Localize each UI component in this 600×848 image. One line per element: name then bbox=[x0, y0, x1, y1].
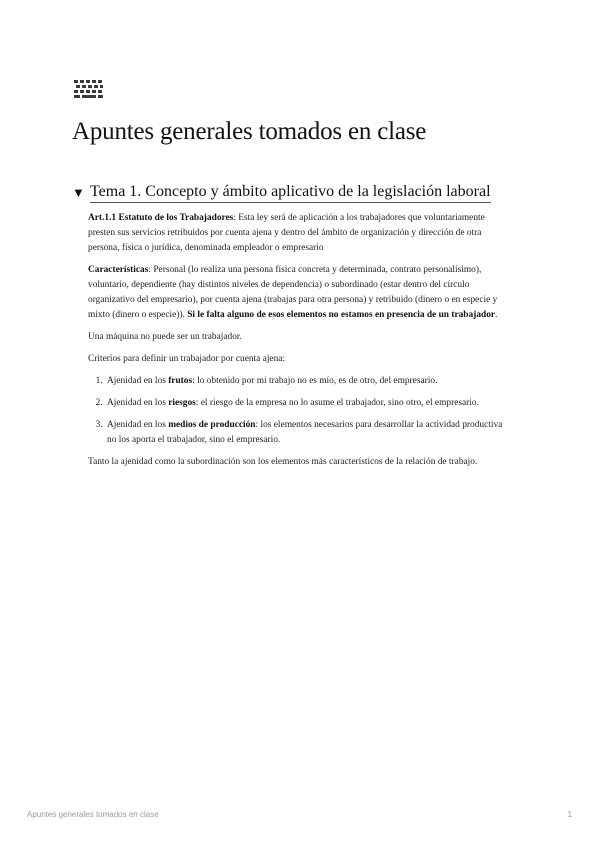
paragraph-machine: Una máquina no puede ser un trabajador. bbox=[88, 332, 242, 342]
footer-page-number: 1 bbox=[567, 810, 572, 819]
footer-title: Apuntes generales tomados en clase bbox=[27, 810, 159, 819]
section-heading[interactable] bbox=[72, 183, 512, 203]
paragraph-characteristics bbox=[88, 263, 514, 323]
paragraph-conclusion: Tanto la ajenidad como la subordinación son los elementos más característicos de la relación de trabajo. bbox=[88, 457, 478, 467]
characteristics-label: Características bbox=[88, 265, 149, 275]
list-item: 1. Ajenidad en los frutos: lo obtenido por mi trabajo no es mío, es de otro, del empresario. bbox=[105, 374, 514, 389]
criteria-list bbox=[88, 374, 514, 448]
list-item: 2. Ajenidad en los riesgos: el riesgo de la empresa no lo asume el trabajador, sino otro, el empresario. bbox=[105, 396, 514, 411]
article-text: : Esta ley será de aplicación a los trabajadores que voluntariamente presten sus servicios retribuidos por cuenta ajena y dentro del ámbito de organización y dirección de otra persona, física o jurídica, denominada empleador o empresario bbox=[88, 213, 485, 253]
paragraph-article bbox=[88, 211, 514, 256]
section-heading-text: Tema 1. Concepto y ámbito aplicativo de la legislación laboral bbox=[90, 183, 491, 203]
section-body bbox=[88, 211, 514, 470]
article-label: Art.1.1 Estatuto de los Trabajadores bbox=[88, 213, 234, 223]
toggle-triangle-icon[interactable]: ▼ bbox=[72, 185, 85, 200]
characteristics-text: : Personal (lo realiza una persona física concreta y determinada, contrato personalísimo), voluntario, dependiente (hay distintos niveles de dependencia) o subordinado (estar dentro del círculo organizativo del empresario), por cuenta ajena (trabajas para otra persona) y retribuido (dinero o en especie y mixto (dinero o especie)). bbox=[88, 265, 498, 320]
page-title: Apuntes generales tomados en clase bbox=[72, 118, 427, 145]
list-item: 3. Ajenidad en los medios de producción: los elementos necesarios para desarrollar la actividad productiva no los aporta el trabajador, sino el empresario. bbox=[105, 418, 514, 448]
characteristics-end: . bbox=[495, 310, 498, 320]
toggle-section bbox=[72, 183, 512, 477]
keyboard-icon bbox=[74, 80, 104, 100]
characteristics-emphasis: Si le falta alguno de esos elementos no estamos en presencia de un trabajador bbox=[187, 310, 496, 320]
paragraph-criteria-intro: Criterios para definir un trabajador por cuenta ajena: bbox=[88, 354, 286, 364]
